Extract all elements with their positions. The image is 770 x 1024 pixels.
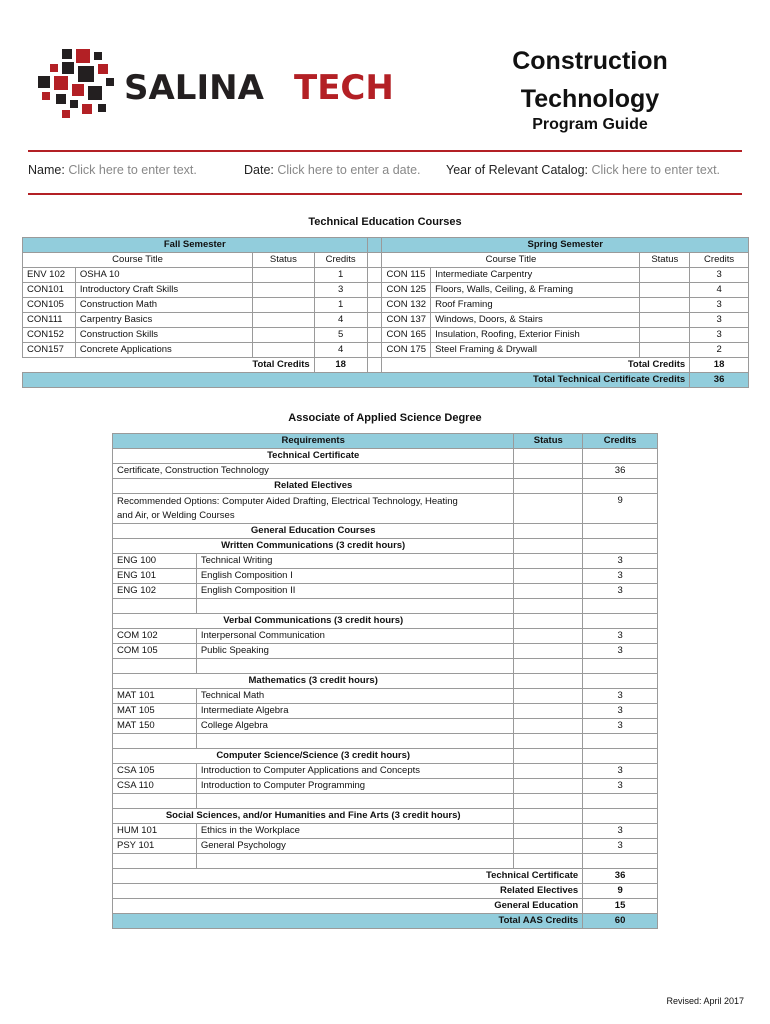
course-code: CON111 [23,313,76,328]
table-row [23,298,749,313]
aas-total: 60 [583,914,658,929]
course-code: CON 165 [382,328,431,343]
credits: 3 [690,298,749,313]
date-label: Date: [244,163,274,177]
credits: 3 [583,689,658,704]
written-heading: Written Communications (3 credit hours) [113,539,514,554]
status-cell[interactable] [514,629,583,644]
table-row [23,313,749,328]
course-code: CON 137 [382,313,431,328]
course-title: Concrete Applications [75,343,252,358]
status-cell[interactable] [514,764,583,779]
course-title: English Composition I [196,569,514,584]
status-cell[interactable] [253,313,315,328]
course-code: CON 132 [382,298,431,313]
course-code: CON157 [23,343,76,358]
status-cell[interactable] [514,839,583,854]
course-title: Floors, Walls, Ceiling, & Framing [431,283,640,298]
course-title: Steel Framing & Drywall [431,343,640,358]
summary-value: 15 [583,899,658,914]
spring-col-course: Course Title [382,253,640,268]
verbal-heading: Verbal Communications (3 credit hours) [113,614,514,629]
cert-total-row [23,373,749,388]
info-divider [28,193,742,195]
credits: 3 [583,644,658,659]
spring-col-status: Status [640,253,690,268]
course-code: MAT 150 [113,719,197,734]
fall-total-label: Total Credits [75,358,314,373]
fall-col-status: Status [253,253,315,268]
course-title: Introductory Craft Skills [75,283,252,298]
date-input[interactable]: Click here to enter a date. [277,163,421,177]
credits: 3 [583,629,658,644]
electives-heading: Related Electives [113,479,514,494]
course-title: Technical Math [196,689,514,704]
spacer-row [113,659,658,674]
credits: 4 [690,283,749,298]
course-code: CSA 110 [113,779,197,794]
credits: 4 [314,343,367,358]
fall-semester-label: Fall Semester [23,238,368,253]
status-cell[interactable] [514,779,583,794]
course-code: CON 115 [382,268,431,283]
table-row [113,764,658,779]
course-title: Intermediate Carpentry [431,268,640,283]
status-cell[interactable] [640,328,690,343]
catalog-field[interactable] [446,163,720,177]
credits: 3 [690,328,749,343]
status-cell[interactable] [640,268,690,283]
course-code: CON 125 [382,283,431,298]
electives-text [113,494,514,524]
spacer-row [113,794,658,809]
credits: 5 [314,328,367,343]
credits: 3 [583,824,658,839]
fall-col-credits: Credits [314,253,367,268]
catalog-label: Year of Relevant Catalog: [446,163,588,177]
credits: 3 [583,569,658,584]
table-row [23,283,749,298]
table-row [23,328,749,343]
credits: 4 [314,313,367,328]
col-status: Status [514,434,583,449]
course-title: Intermediate Algebra [196,704,514,719]
tech-cert-heading: Technical Certificate [113,449,514,464]
summary-value: 9 [583,884,658,899]
tech-courses-table [22,237,749,388]
fall-total: 18 [314,358,367,373]
status-cell[interactable] [640,298,690,313]
aas-total-row [113,914,658,929]
course-title: OSHA 10 [75,268,252,283]
aas-title: Associate of Applied Science Degree [288,412,482,424]
table-row [113,689,658,704]
status-cell[interactable] [514,704,583,719]
status-cell[interactable] [514,554,583,569]
table-row [113,719,658,734]
spacer-row [113,734,658,749]
date-field[interactable] [244,163,421,177]
table-row [113,629,658,644]
summary-label: Technical Certificate [113,869,583,884]
course-code: ENV 102 [23,268,76,283]
course-title: College Algebra [196,719,514,734]
credits: 3 [583,839,658,854]
course-title: Construction Skills [75,328,252,343]
spacer-row [113,599,658,614]
credits: 3 [314,283,367,298]
course-code: ENG 101 [113,569,197,584]
table-row [113,704,658,719]
credits: 3 [690,268,749,283]
tech-courses-title: Technical Education Courses [308,216,462,228]
total-row [23,358,749,373]
course-code: COM 105 [113,644,197,659]
credits: 1 [314,268,367,283]
table-row [113,839,658,854]
spring-semester-label: Spring Semester [382,238,749,253]
course-code: COM 102 [113,629,197,644]
top-divider [28,150,742,152]
course-title: Introduction to Computer Applications and Concepts [196,764,514,779]
status-cell[interactable] [514,644,583,659]
credits: 36 [583,464,658,479]
course-code: ENG 100 [113,554,197,569]
semester-header-row [23,238,749,253]
credits: 3 [583,704,658,719]
course-title: Windows, Doors, & Stairs [431,313,640,328]
math-heading: Mathematics (3 credit hours) [113,674,514,689]
course-title: Ethics in the Workplace [196,824,514,839]
cs-heading: Computer Science/Science (3 credit hours) [113,749,514,764]
status-cell[interactable] [640,313,690,328]
table-row [113,464,658,479]
page-title [480,42,700,118]
status-cell[interactable] [514,689,583,704]
course-title: Roof Framing [431,298,640,313]
catalog-input[interactable]: Click here to enter text. [591,163,721,177]
course-code: ENG 102 [113,584,197,599]
cert-total: 36 [690,373,749,388]
table-row [113,824,658,839]
status-cell[interactable] [514,464,583,479]
aas-total-label: Total AAS Credits [113,914,583,929]
course-code: CON 175 [382,343,431,358]
logo-text-salina: SALINA [124,68,264,108]
course-title: English Composition II [196,584,514,599]
course-code: MAT 105 [113,704,197,719]
status-cell[interactable] [514,719,583,734]
credits: 3 [690,313,749,328]
revised-date: Revised: April 2017 [666,996,744,1006]
summary-label: Related Electives [113,884,583,899]
cert-total-label: Total Technical Certificate Credits [23,373,690,388]
course-title: Insulation, Roofing, Exterior Finish [431,328,640,343]
title-line-1: Construction [512,47,668,75]
course-title: Interpersonal Communication [196,629,514,644]
status-cell[interactable] [253,268,315,283]
table-row [113,554,658,569]
course-code: PSY 101 [113,839,197,854]
status-cell[interactable] [514,824,583,839]
tech-cert-item: Certificate, Construction Technology [113,464,514,479]
status-cell[interactable] [514,569,583,584]
social-heading: Social Sciences, and/or Humanities and Fine Arts (3 credit hours) [113,809,514,824]
course-code: CON152 [23,328,76,343]
status-cell[interactable] [253,343,315,358]
course-title: Carpentry Basics [75,313,252,328]
name-input[interactable]: Click here to enter text. [68,163,197,177]
aas-table [112,433,658,929]
status-cell[interactable] [253,328,315,343]
table-row [113,569,658,584]
credits: 9 [583,494,658,524]
fall-col-course: Course Title [23,253,253,268]
summary-label: General Education [113,899,583,914]
gen-ed-heading: General Education Courses [113,524,514,539]
spacer-row [113,854,658,869]
status-cell[interactable] [640,283,690,298]
credits: 3 [583,779,658,794]
table-row [23,268,749,283]
credits: 3 [583,554,658,569]
spring-total: 18 [690,358,749,373]
credits: 3 [583,719,658,734]
page-subtitle: Program Guide [532,116,648,133]
spring-total-label: Total Credits [382,358,690,373]
course-code: MAT 101 [113,689,197,704]
col-requirements: Requirements [113,434,514,449]
status-cell[interactable] [253,298,315,313]
logo-pixel-mark [38,49,114,118]
course-title: Introduction to Computer Programming [196,779,514,794]
name-label: Name: [28,163,65,177]
course-code: CSA 105 [113,764,197,779]
table-row [113,494,658,524]
credits: 3 [583,584,658,599]
logo-text-tech: TECH [294,68,394,108]
summary-row [113,884,658,899]
column-header-row [23,253,749,268]
col-credits: Credits [583,434,658,449]
table-row [23,343,749,358]
summary-row [113,899,658,914]
credits: 2 [690,343,749,358]
name-field[interactable] [28,163,197,177]
electives-line-2: and Air, or Welding Courses [117,509,235,521]
course-code: CON101 [23,283,76,298]
title-line-2: Technology [520,85,660,113]
status-cell[interactable] [514,494,583,524]
table-row [113,644,658,659]
course-code: HUM 101 [113,824,197,839]
course-title: Construction Math [75,298,252,313]
spring-col-credits: Credits [690,253,749,268]
electives-line-1: Recommended Options: Computer Aided Drafting, Electrical Technology, Heating [117,495,458,507]
credits: 1 [314,298,367,313]
credits: 3 [583,764,658,779]
status-cell[interactable] [514,584,583,599]
course-code: CON105 [23,298,76,313]
status-cell[interactable] [640,343,690,358]
status-cell[interactable] [253,283,315,298]
summary-row [113,869,658,884]
course-title: Technical Writing [196,554,514,569]
salina-tech-logo [32,44,422,124]
course-title: General Psychology [196,839,514,854]
course-title: Public Speaking [196,644,514,659]
aas-header-row [113,434,658,449]
summary-value: 36 [583,869,658,884]
table-row [113,779,658,794]
table-row [113,584,658,599]
